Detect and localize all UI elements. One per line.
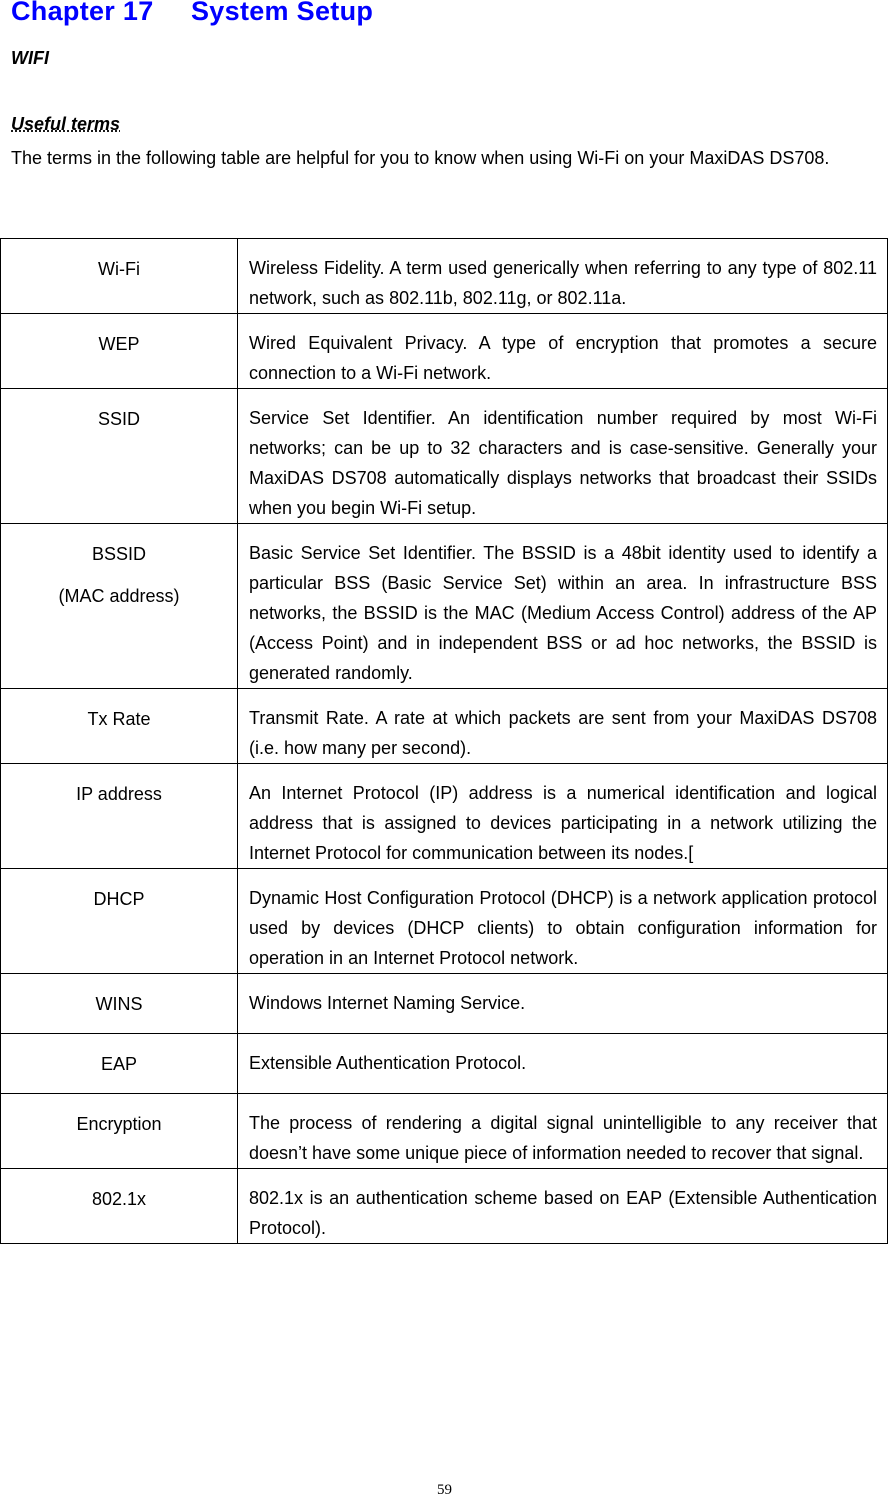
chapter-heading: [11, 0, 373, 27]
term-label: Wi-Fi: [98, 259, 140, 279]
definition-cell: Windows Internet Naming Service.: [238, 974, 888, 1034]
table-row: [1, 974, 888, 1034]
term-cell: [1, 524, 238, 689]
definition-cell: The process of rendering a digital signal unintelligible to any receiver that doesn’t have some unique piece of information needed to recover that signal.: [238, 1094, 888, 1169]
definition-cell: 802.1x is an authentication scheme based on EAP (Extensible Authentication Protocol).: [238, 1169, 888, 1244]
term-label: DHCP: [93, 889, 145, 909]
table-row: [1, 524, 888, 689]
table-row: [1, 689, 888, 764]
term-cell: [1, 1034, 238, 1094]
term-cell: [1, 689, 238, 764]
intro-paragraph: The terms in the following table are helpful for you to know when using Wi-Fi on your MaxiDAS DS708.: [11, 148, 830, 168]
term-cell: [1, 389, 238, 524]
term-cell: [1, 314, 238, 389]
definition-cell: Basic Service Set Identifier. The BSSID is a 48bit identity used to identify a particular BSS (Basic Service Set) within an area. In infrastructure BSS networks, the BSSID is the MAC (Medium Access Control) address of the AP (Access Point) and in independent BSS or ad hoc networks, the BSSID is generated randomly.: [238, 524, 888, 689]
terms-table: [0, 238, 888, 1244]
table-row: [1, 869, 888, 974]
page-number: 59: [437, 1482, 452, 1498]
term-label: SSID: [97, 409, 140, 429]
section-label: WIFI: [11, 48, 49, 68]
subheading-useful-terms: Useful terms: [11, 114, 121, 134]
table-row: [1, 1094, 888, 1169]
definition-cell: Extensible Authentication Protocol.: [238, 1034, 888, 1094]
definition-cell: Service Set Identifier. An identification number required by most Wi-Fi networks; can be up to 32 characters and is case-sensitive. Generally your MaxiDAS DS708 automatically displays networks that broadcast their SSIDs when you begin Wi-Fi setup.: [238, 389, 888, 524]
definition-cell: Dynamic Host Configuration Protocol (DHCP) is a network application protocol used by devices (DHCP clients) to obtain configuration information for operation in an Internet Protocol network.: [238, 869, 888, 974]
table-row: [1, 764, 888, 869]
term-cell: [1, 1169, 238, 1244]
term-cell: [1, 869, 238, 974]
term-cell: [1, 764, 238, 869]
term-label: WEP: [98, 334, 140, 354]
table-row: [1, 314, 888, 389]
term-cell: [1, 239, 238, 314]
definition-cell: Wireless Fidelity. A term used generically when referring to any type of 802.11 network, such as 802.11b, 802.11g, or 802.11a.: [238, 239, 888, 314]
term-cell: [1, 1094, 238, 1169]
definition-cell: An Internet Protocol (IP) address is a numerical identification and logical address that is assigned to devices participating in a network utilizing the Internet Protocol for communication between its nodes.[: [238, 764, 888, 869]
term-label: 802.1x: [91, 1189, 147, 1209]
chapter-title: System Setup: [191, 0, 374, 26]
term-cell: [1, 974, 238, 1034]
term-label: BSSID: [91, 544, 147, 564]
table-row: [1, 389, 888, 524]
terms-table-body: [1, 239, 888, 1244]
term-label: IP address: [76, 784, 162, 804]
term-label: Tx Rate: [87, 709, 151, 729]
table-row: [1, 1034, 888, 1094]
table-row: [1, 239, 888, 314]
term-label: Encryption: [76, 1114, 162, 1134]
chapter-number: Chapter 17: [11, 0, 154, 26]
definition-cell: Transmit Rate. A rate at which packets are sent from your MaxiDAS DS708 (i.e. how many per second).: [238, 689, 888, 764]
term-label: WINS: [95, 994, 143, 1014]
definition-cell: Wired Equivalent Privacy. A type of encryption that promotes a secure connection to a Wi-Fi network.: [238, 314, 888, 389]
table-row: [1, 1169, 888, 1244]
term-label: (MAC address): [58, 586, 180, 606]
term-label: EAP: [100, 1054, 138, 1074]
